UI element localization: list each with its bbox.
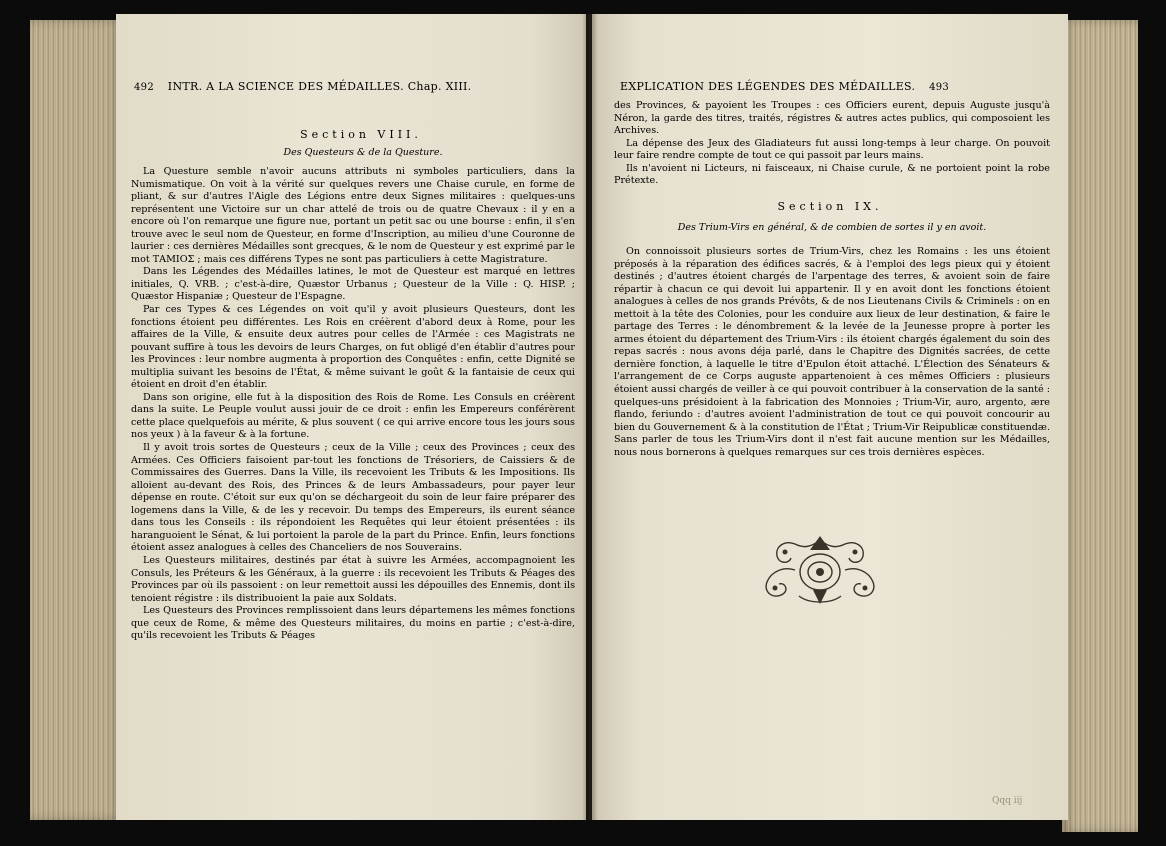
paragraph: Dans les Légendes des Médailles latines, le mot de Questeur est marqué en lettres initiales, Q. VRB. ; c'est-à-dire, Quæstor Urbanus ; Questeur de la Ville : Q. HISP. ; Quæstor Hispaniæ ; Questeur de l'Espagne.: [131, 266, 575, 303]
left-page-body: [131, 166, 575, 643]
paragraph: des Provinces, & payoient les Troupes : ces Officiers eurent, depuis Auguste jusqu'à Néron, la garde des titres, traités, régistres & autres actes publics, qui composoient les Archives.: [614, 100, 1050, 137]
paragraph: La dépense des Jeux des Gladiateurs fut aussi long-temps à leur charge. On pouvoit leur faire rendre compte de tout ce qui passoit par leurs mains.: [614, 137, 1050, 162]
book-gutter: [582, 14, 598, 820]
paragraph: On connoissoit plusieurs sortes de Trium-Virs, chez les Romains : les uns étoient préposés à la réparation des édifices sacrés, & à l'emploi des legs pieux qui y étoient destinés ; d'autres étoient chargés de l'arpentage des terres, & avoient soin de faire répartir à chacun ce qui devoit lui appartenir. Il y en avoit dont les fonctions étoient analogues à celles de nos grands Prévôts, & de nos Lieutenans Civils & Criminels : on en mettoit à la tête des Colonies, pour les conduire aux lieux de leur destination, & faire le partage des Terres : le dénombrement & la levée de la Jeunesse propre à porter les armes étoient du département des Trium-Virs : ils étoient chargés également du soin des repas sacrés : nous avons déja parlé, dans le Chapitre des Dignités sacrées, de cette dernière fonction, à laquelle le titre d'Epulon étoit attaché. L'Élection des Sénateurs & l'arrangement de ce Corps auguste appartenoient à ces mêmes Officiers : plusieurs étoient aussi chargés de veiller à ce qui pouvoit contribuer à la conservation de la santé : quelques-uns présidoient à la fabrication des Monnoies ; Trium-Vir, auro, argento, ære flando, feriundo : d'autres avoient l'administration de tout ce qui pouvoit concourir au bien du Gouvernement & à la constitution de l'État ; Trium-Vir Reipublicæ constituendæ. Sans parler de tous les Trium-Virs dont il n'est fait aucune mention sur les Médailles, nous nous bornerons à quelques remarques sur ces trois dernières espèces.: [614, 246, 1050, 458]
paragraph: Les Questeurs militaires, destinés par état à suivre les Armées, accompagnoient les Consuls, les Préteurs & les Généraux, à la guerre : ils recevoient les Tributs & Péages des Provinces par où ils passoient : on leur remettoit aussi les dépouilles des Ennemis, dont ils tenoient régistre : ils distribuoient la paie aux Soldats.: [131, 554, 575, 604]
paragraph: Il y avoit trois sortes de Questeurs ; ceux de la Ville ; ceux des Provinces ; ceux des Armées. Ces Officiers faisoient par-tout les fonctions de Trésoriers, de Caissiers & de Commissaires des Guerres. Dans la Ville, ils recevoient les Tributs & les Impositions. Ils alloient au-devant des Rois, des Princes & de leurs Ambassadeurs, pour payer leur dépense en route. C'étoit sur eux qu'on se déchargeoit du soin de leur faire préparer des logemens dans la Ville, & de les y recevoir. Du temps des Empereurs, ils eurent séance dans tous les Conseils : ils répondoient les Requêtes qui leur étoient présentées : ils haranguoient le Sénat, & lui portoient la parole de la part du Prince. Enfin, leurs fonctions étoient assez analogues à celles des Chanceliers de nos Souverains.: [131, 442, 575, 554]
right-page-edges: [1062, 20, 1138, 832]
right-running-head-text: EXPLICATION DES LÉGENDES DES MÉDAILLES.: [620, 80, 916, 93]
paragraph: Ils n'avoient ni Licteurs, ni faisceaux, ni Chaise curule, & ne portoient point la robe Prétexte.: [614, 162, 1050, 187]
paragraph: Par ces Types & ces Légendes on voit qu'il y avoit plusieurs Questeurs, dont les fonctions étoient peu différentes. Les Rois en créèrent d'abord deux à Rome, pour les affaires de la Ville, & ensuite deux autres pour celles de l'Armée : ces Magistrats ne pouvant suffire à tous les devoirs de leurs Charges, on fut obligé d'en établir d'autres pour les Provinces : leur nombre augmenta à proportion des Conquêtes : enfin, cette Dignité se multiplia suivant les besoins de l'État, & même suivant le goût & la fantaisie de ceux qui étoient en droit d'en établir.: [131, 304, 575, 391]
left-page-edges: [30, 20, 122, 820]
right-running-head: [620, 80, 1060, 93]
paragraph: La Questure semble n'avoir aucuns attributs ni symboles particuliers, dans la Numismatique. On voit à la vérité sur quelques revers une Chaise curule, en forme de pliant, & sur d'autres l'Aigle des Légions entre deux Signes militaires : quelques-uns représentent une Victoire sur un char attelé de trois ou de quatre Chevaux : il y en a encore où l'on remarque une figure nue, portant un petit sac ou une bourse : enfin, il s'en trouve avec le seul nom de Questeur, en forme d'Inscription, au milieu d'une Couronne de laurier : ces dernières Médailles sont grecques, & le nom de Questeur y est exprimé par le mot ΤΑΜΙΟΣ ; mais ces différens Types ne sont pas particuliers à cette Magistrature.: [131, 166, 575, 265]
left-page-number: 492: [134, 82, 154, 93]
section-subtitle-viii: Des Questeurs & de la Questure.: [283, 147, 443, 158]
floral-vignette-icon: [755, 530, 885, 612]
section-title-ix: Section IX.: [777, 200, 883, 213]
right-page-body: [614, 246, 1050, 459]
section-subtitle-ix: Des Trium-Virs en général, & de combien de sortes il y en avoit.: [677, 222, 987, 233]
catchword: Qqq iij: [992, 796, 1023, 806]
left-running-head-text: INTR. A LA SCIENCE DES MÉDAILLES. Chap. XIII.: [167, 80, 472, 93]
left-running-head: [134, 80, 574, 93]
paragraph: Les Questeurs des Provinces remplissoient dans leurs départemens les mêmes fonctions que ceux de Rome, & même des Questeurs militaires, du moins en partie ; c'est-à-dire, qu'ils recevoient les Tributs & Péages: [131, 605, 575, 642]
right-page-top-body: [614, 100, 1050, 188]
section-title-viii: Section VIII.: [300, 128, 422, 141]
right-page-number: 493: [929, 82, 950, 93]
paragraph: Dans son origine, elle fut à la disposition des Rois de Rome. Les Consuls en créèrent dans la suite. Le Peuple voulut aussi jouir de ce droit : enfin les Empereurs conférèrent cette place quelquefois au mérite, & plus souvent ( ce qui arrive encore tous les jours sous nos yeux ) à la faveur & à la fortune.: [131, 391, 575, 441]
